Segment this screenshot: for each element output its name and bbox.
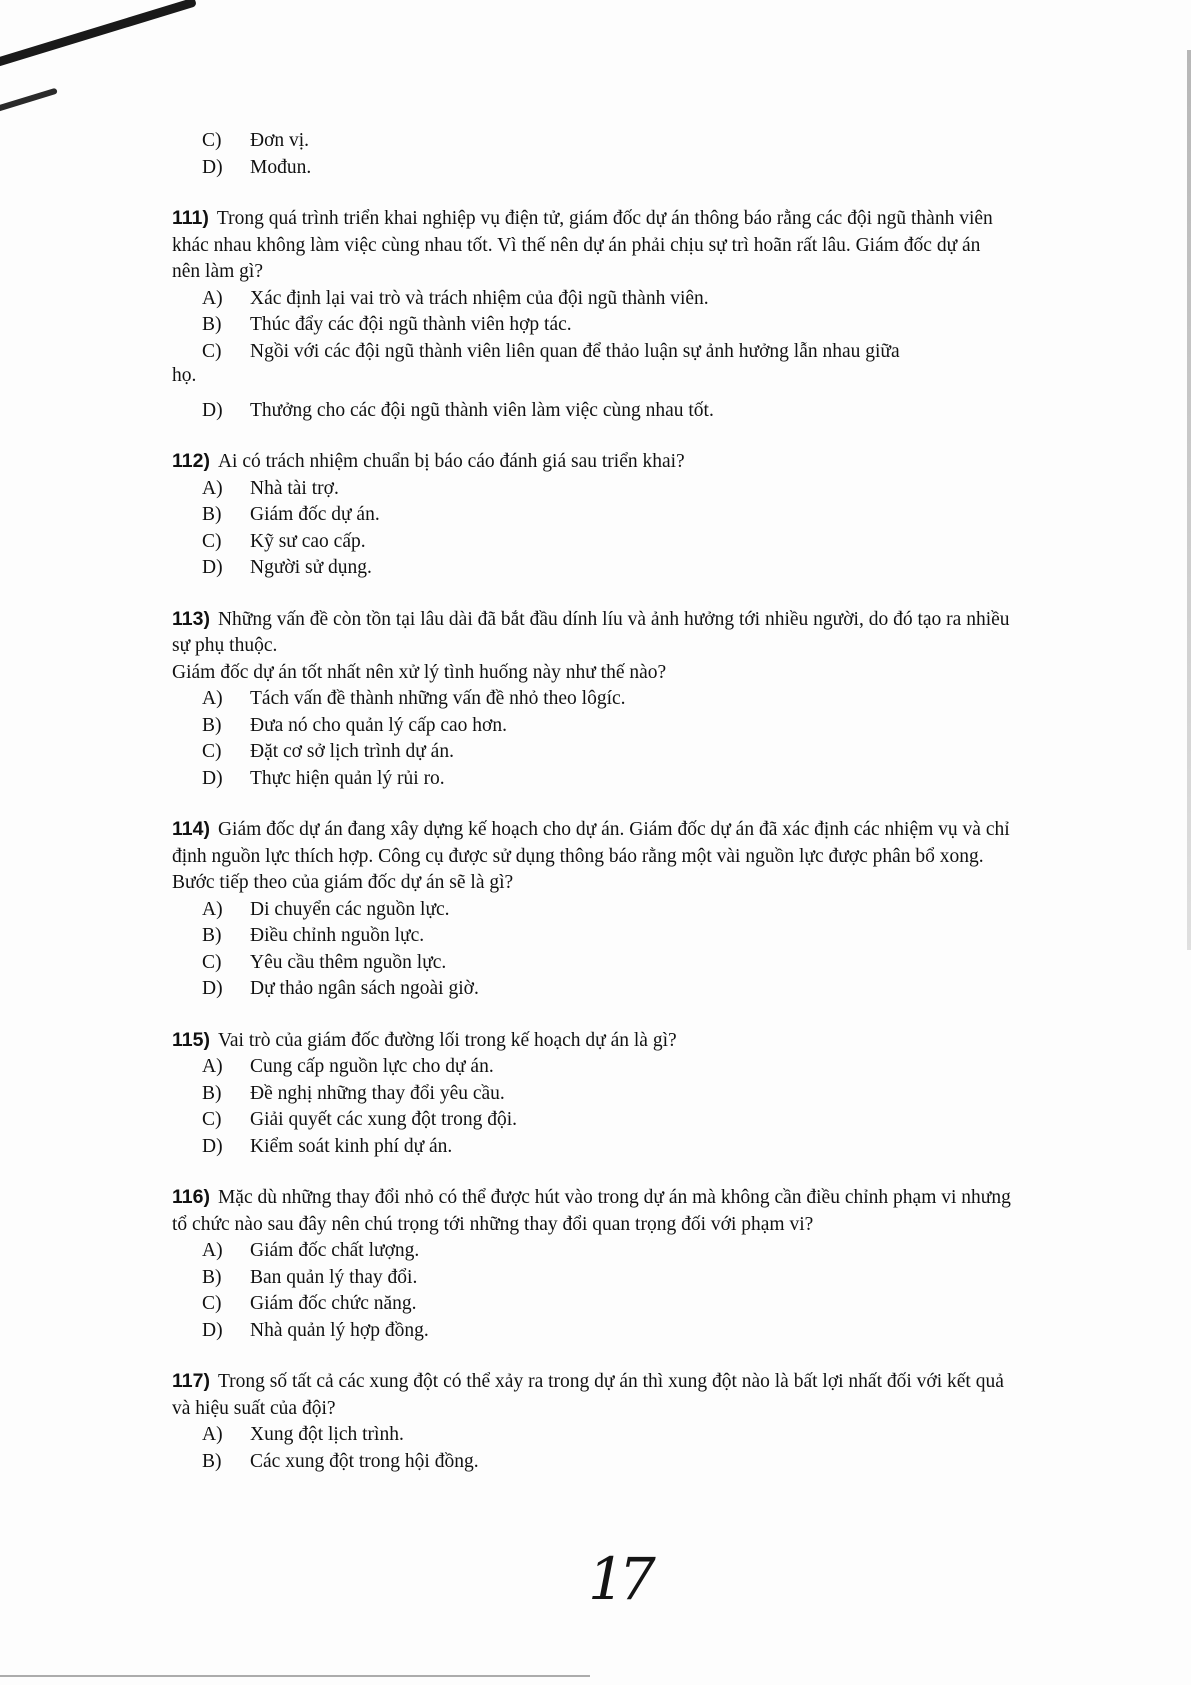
question-number: 113): [172, 607, 210, 630]
question-stem: [172, 816, 1012, 897]
question-112: [172, 448, 1012, 582]
option: [172, 686, 1012, 713]
scan-artifact-streak: [0, 88, 58, 114]
question-stem: [172, 1368, 1012, 1422]
option-text: Thưởng cho các đội ngũ thành viên làm việc cùng nhau tốt.: [250, 399, 714, 421]
question-number: 112): [172, 450, 210, 472]
option-letter: A): [202, 688, 223, 709]
question-114: [172, 816, 1012, 1003]
question-stem: [172, 205, 1012, 286]
option: [172, 286, 1012, 313]
question-text: Ai có trách nhiệm chuẩn bị báo cáo đánh giá sau triển khai?: [217, 451, 685, 472]
question-number: 117): [172, 1370, 210, 1392]
option-text: Đề nghị những thay đổi yêu cầu.: [250, 1082, 505, 1104]
option-text: Điều chỉnh nguồn lực.: [250, 925, 425, 946]
option: [172, 529, 1012, 556]
question-text: Trong số tất cả các xung đột có thể xảy ra trong dự án thì xung đột nào là bất lợi nhất đối với kết quả và hiệu suất của đội?: [172, 1371, 1004, 1419]
option-letter: A): [202, 1240, 223, 1261]
question-stem: [172, 1184, 1012, 1238]
option-letter: B): [202, 1082, 222, 1104]
option-letter: B): [202, 1450, 222, 1472]
option-text: Ban quản lý thay đổi.: [250, 1266, 418, 1288]
option: [172, 1265, 1012, 1292]
option-continuation: họ.: [172, 365, 197, 386]
option-letter: C): [202, 130, 222, 151]
question-116: [172, 1184, 1012, 1344]
option-letter: C): [202, 741, 222, 762]
option: [172, 1107, 1012, 1134]
option-letter: A): [202, 1056, 223, 1077]
option-letter: A): [202, 1424, 223, 1445]
option-text: Dự thảo ngân sách ngoài giờ.: [250, 978, 479, 999]
question-text: Những vấn đề còn tồn tại lâu dài đã bắt đầu dính líu và ảnh hưởng tới nhiều người, do đó tạo ra nhiều sự phụ thuộc.: [172, 608, 1010, 656]
option-text: Mođun.: [250, 156, 312, 178]
scan-artifact-streak: [0, 0, 197, 69]
option-letter: C): [202, 1293, 222, 1314]
leading-options: [172, 128, 1012, 181]
option: [172, 502, 1012, 529]
option-letter: D): [202, 156, 223, 178]
option-text: Di chuyển các nguồn lực.: [250, 898, 450, 920]
option: [172, 739, 1012, 766]
option-letter: D): [202, 399, 223, 421]
option: [172, 398, 1012, 425]
option-letter: B): [202, 314, 222, 335]
option-letter: D): [202, 978, 223, 999]
option-letter: B): [202, 1266, 222, 1288]
option: [172, 1422, 1012, 1449]
option: [172, 339, 1012, 366]
option: [172, 1449, 1012, 1476]
question-number: 115): [172, 1028, 210, 1051]
question-number: 111): [172, 207, 209, 229]
scan-edge-shadow: [1187, 50, 1191, 950]
option-text: Thúc đẩy các đội ngũ thành viên hợp tác.: [250, 314, 572, 335]
option-letter: D): [202, 767, 223, 789]
question-text: Vai trò của giám đốc đường lối trong kế hoạch dự án là gì?: [217, 1029, 677, 1051]
option-letter: B): [202, 714, 222, 736]
option-text: Giải quyết các xung đột trong đội.: [250, 1109, 517, 1130]
option-letter: B): [202, 504, 222, 525]
option: [172, 1081, 1012, 1108]
option-text: Đưa nó cho quản lý cấp cao hơn.: [250, 714, 507, 736]
option-text: Ngồi với các đội ngũ thành viên liên quan để thảo luận sự ảnh hưởng lẫn nhau giữa: [250, 340, 900, 362]
option: [172, 555, 1012, 582]
option: [172, 897, 1012, 924]
option-text: Kỹ sư cao cấp.: [250, 530, 366, 552]
option: [172, 476, 1012, 503]
page-number: 17: [588, 1545, 650, 1613]
question-text: Trong quá trình triển khai nghiệp vụ điện tử, giám đốc dự án thông báo rằng các đội ngũ thành viên khác nhau không làm việc cùng nhau tốt. Vì thế nên dự án phải chịu sự trì hoãn rất lâu. Giám đốc dự án nên làm gì?: [172, 208, 993, 282]
option-letter: A): [202, 898, 223, 920]
option: [172, 1291, 1012, 1318]
option: [172, 312, 1012, 339]
option: [172, 1134, 1012, 1161]
question-text-line2: Giám đốc dự án tốt nhất nên xử lý tình huống này như thế nào?: [172, 661, 667, 683]
option-text: Đặt cơ sở lịch trình dự án.: [250, 741, 454, 762]
option-text: Giám đốc chất lượng.: [250, 1240, 420, 1261]
option-letter: A): [202, 287, 223, 309]
option: [172, 713, 1012, 740]
question-list: [172, 128, 1012, 1475]
question-stem: [172, 606, 1012, 660]
option-letter: C): [202, 530, 222, 552]
option: [172, 128, 1012, 155]
option-letter: D): [202, 1319, 223, 1341]
option-text: Yêu cầu thêm nguồn lực.: [250, 951, 447, 973]
option: [172, 950, 1012, 977]
question-text: Giám đốc dự án đang xây dựng kế hoạch cho dự án. Giám đốc dự án đã xác định các nhiệm vụ và chỉ định nguồn lực thích hợp. Công cụ được sử dụng thông báo rằng một vài nguồn lực được phân bổ xong. Bước tiếp theo của giám đốc dự án sẽ là gì?: [172, 819, 1010, 893]
option-letter: C): [202, 951, 222, 973]
option-text: Kiểm soát kinh phí dự án.: [250, 1135, 453, 1157]
question-number: 116): [172, 1186, 210, 1208]
option-text: Thực hiện quản lý rủi ro.: [250, 767, 445, 789]
option-letter: D): [202, 1135, 223, 1157]
option-letter: B): [202, 925, 222, 946]
option-text: Giám đốc chức năng.: [250, 1293, 417, 1314]
option-letter: D): [202, 557, 223, 578]
option-text: Người sử dụng.: [250, 557, 372, 578]
scan-edge-shadow: [0, 1675, 590, 1677]
option-letter: C): [202, 1109, 222, 1130]
question-stem: [172, 1027, 1012, 1055]
question-111: [172, 205, 1012, 424]
question-stem: [172, 448, 1012, 476]
option: [172, 976, 1012, 1003]
question-117: [172, 1368, 1012, 1475]
question-text: Mặc dù những thay đổi nhỏ có thể được hút vào trong dự án mà không cần điều chỉnh phạm vi nhưng tổ chức nào sau đây nên chú trọng tới những thay đổi quan trọng đối với phạm vi?: [172, 1187, 1011, 1235]
option-letter: C): [202, 340, 222, 362]
option-text: Giám đốc dự án.: [250, 504, 380, 525]
option: [172, 1238, 1012, 1265]
question-number: 114): [172, 818, 210, 840]
option: [172, 766, 1012, 793]
option: [172, 1054, 1012, 1081]
option: [172, 155, 1012, 182]
question-115: [172, 1027, 1012, 1161]
option-text: Tách vấn đề thành những vấn đề nhỏ theo lôgíc.: [250, 688, 626, 709]
option-text: Đơn vị.: [250, 130, 310, 151]
option-letter: A): [202, 477, 223, 499]
option-text: Nhà tài trợ.: [250, 477, 339, 499]
option: [172, 923, 1012, 950]
question-113: [172, 606, 1012, 793]
option-text: Cung cấp nguồn lực cho dự án.: [250, 1056, 494, 1077]
option-text: Xác định lại vai trò và trách nhiệm của đội ngũ thành viên.: [250, 287, 709, 309]
option: [172, 1318, 1012, 1345]
option-text: Xung đột lịch trình.: [250, 1424, 404, 1445]
option-text: Các xung đột trong hội đồng.: [250, 1450, 479, 1472]
option-text: Nhà quản lý hợp đồng.: [250, 1319, 429, 1341]
